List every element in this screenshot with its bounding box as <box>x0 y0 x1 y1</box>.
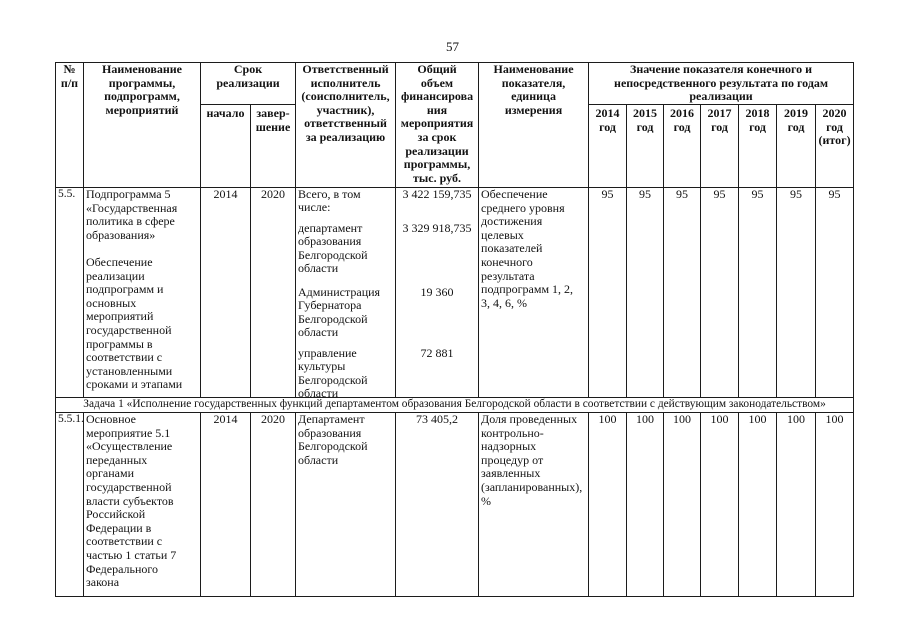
item-name: Подпрограмма 5 «Государственная политика в сфере образования» Обеспечение реализации подпрограмм и основных мероприятий государственной программы в соответствии с установленными сроками и этапами <box>84 188 201 398</box>
table-row <box>56 188 854 398</box>
value-2020: 95 <box>816 188 854 398</box>
value-2019: 100 <box>777 413 816 597</box>
year-header-2016: 2016 год <box>664 105 701 188</box>
value-2016: 95 <box>664 188 701 398</box>
table-body <box>56 63 854 597</box>
term-end-header: завер- шение <box>251 105 296 188</box>
value-2016: 100 <box>664 413 701 597</box>
term-end: 2020 <box>251 188 296 398</box>
term-start-header: начало <box>201 105 251 188</box>
number-header: № п/п <box>56 63 84 188</box>
funding-amount: 72 881 <box>420 346 454 360</box>
responsible-item: управление культуры Белгородской области <box>298 346 368 400</box>
row-number: 5.5.1. <box>56 413 84 597</box>
funding-amount: 19 360 <box>420 285 454 299</box>
page-number: 57 <box>446 39 459 54</box>
values-header: Значение показателя конечного и непосредственного результата по годам реализации <box>589 63 854 105</box>
responsible-item: Всего, в том числе: <box>298 187 361 215</box>
value-2015: 100 <box>627 413 664 597</box>
indicator-name: Доля проведенных контрольно- надзорных процедур от заявленных (запланированных), % <box>479 413 589 597</box>
table-row <box>56 413 854 597</box>
term-header: Срок реализации <box>201 63 296 105</box>
value-2018: 95 <box>739 188 777 398</box>
value-2014: 95 <box>589 188 627 398</box>
term-end: 2020 <box>251 413 296 597</box>
value-2014: 100 <box>589 413 627 597</box>
task-row <box>56 398 854 413</box>
funding-cell <box>396 188 479 398</box>
responsible-cell: Департамент образования Белгородской области <box>296 413 396 597</box>
value-2018: 100 <box>739 413 777 597</box>
term-start: 2014 <box>201 188 251 398</box>
value-2015: 95 <box>627 188 664 398</box>
indicator-header: Наименование показателя, единица измерения <box>479 63 589 188</box>
year-header-2014: 2014 год <box>589 105 627 188</box>
value-2017: 100 <box>701 413 739 597</box>
responsible-header: Ответственный исполнитель (соисполнитель, участник), ответственный за реализацию <box>296 63 396 188</box>
term-start: 2014 <box>201 413 251 597</box>
year-header-2020: 2020 год (итог) <box>816 105 854 188</box>
indicator-name: Обеспечение среднего уровня достижения целевых показателей конечного результата подпрограмм 1, 2, 3, 4, 6, % <box>479 188 589 398</box>
task-title: Задача 1 «Исполнение государственных функций департаментом образования Белгородской области в соответствии с действующим законодательством» <box>56 398 854 413</box>
year-header-2019: 2019 год <box>777 105 816 188</box>
value-2020: 100 <box>816 413 854 597</box>
year-header-2018: 2018 год <box>739 105 777 188</box>
value-2019: 95 <box>777 188 816 398</box>
funding-header: Общий объем финансирова ния мероприятия за срок реализации программы, тыс. руб. <box>396 63 479 188</box>
responsible-cell <box>296 188 396 398</box>
year-header-2015: 2015 год <box>627 105 664 188</box>
funding-amount: 3 329 918,735 <box>402 221 472 235</box>
year-header-2017: 2017 год <box>701 105 739 188</box>
row-number: 5.5. <box>56 188 84 398</box>
item-name: Основное мероприятие 5.1 «Осуществление переданных органами государственной власти субъектов Российской Федерации в соответствии с частью 1 статьи 7 Федерального закона <box>84 413 201 597</box>
responsible-item: департамент образования Белгородской области <box>298 221 368 275</box>
header-row-top <box>56 63 854 105</box>
responsible-item: Администрация Губернатора Белгородской области <box>298 285 381 339</box>
funding-amount: 3 422 159,735 <box>402 187 472 201</box>
value-2017: 95 <box>701 188 739 398</box>
responsible-list <box>298 187 393 400</box>
program-table <box>55 62 854 597</box>
funding-list <box>398 188 476 396</box>
funding-cell: 73 405,2 <box>396 413 479 597</box>
name-header: Наименование программы, подпрограмм, мероприятий <box>84 63 201 188</box>
